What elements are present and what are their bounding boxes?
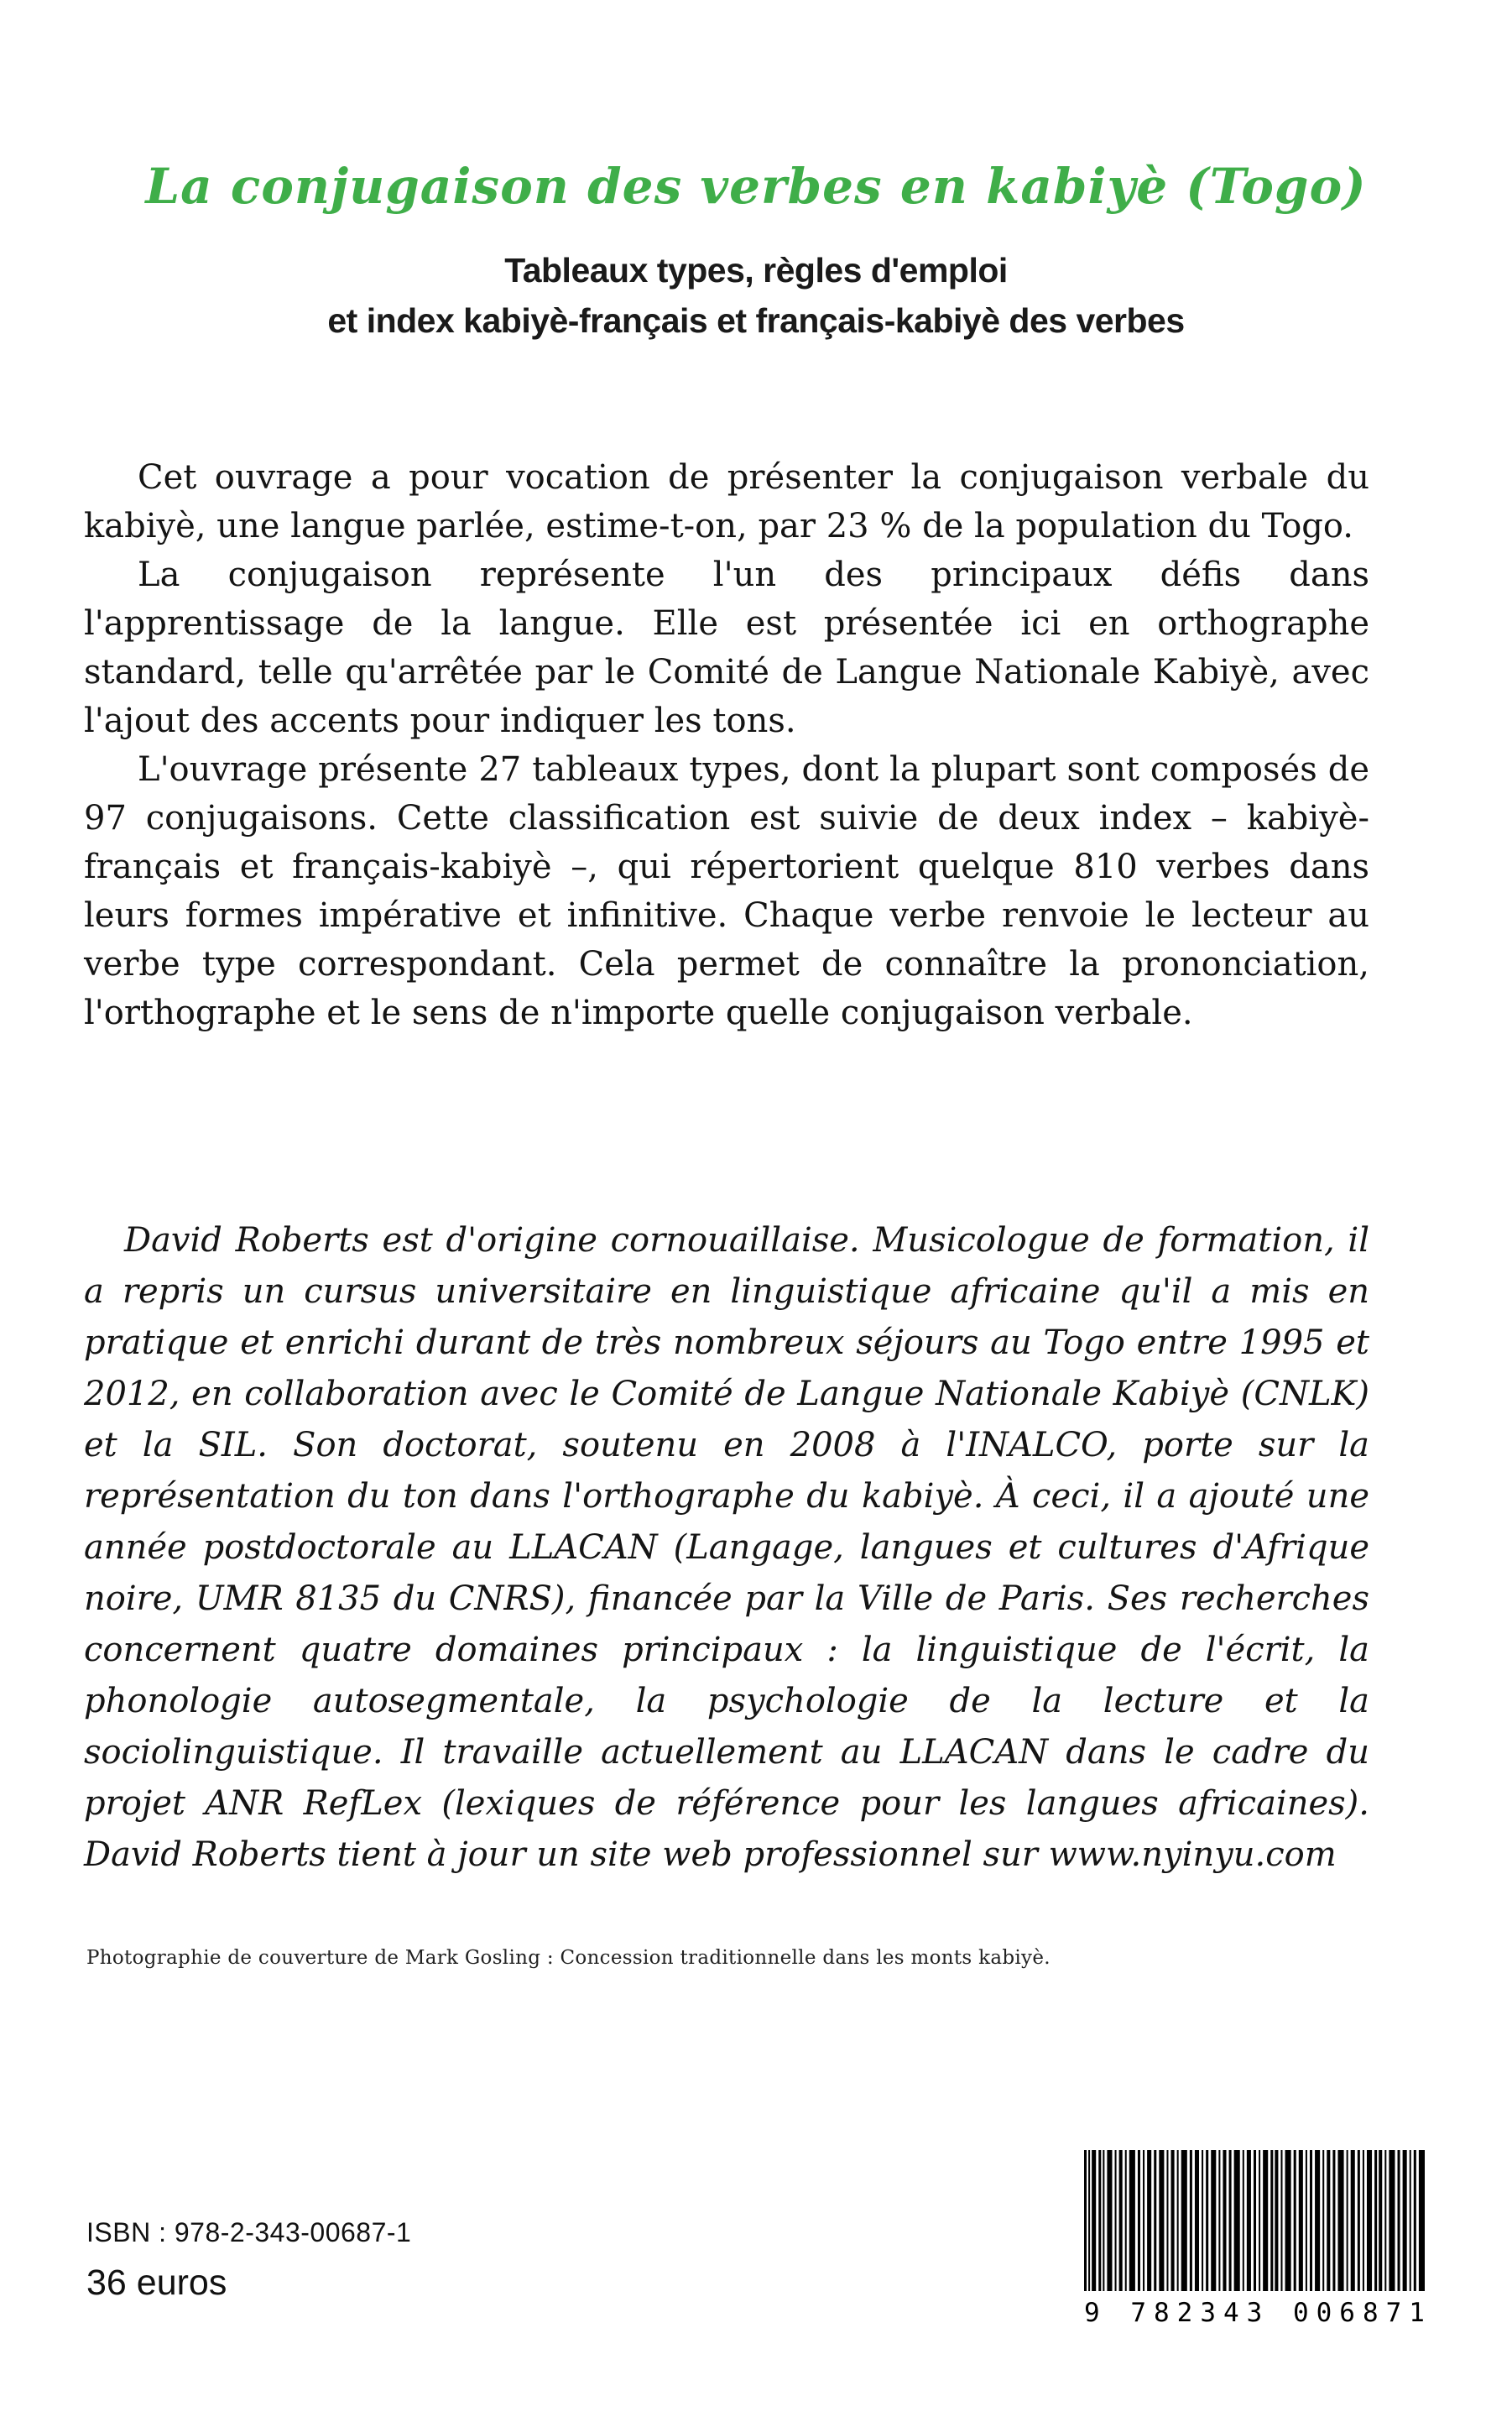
barcode-number: 9 782343 006871 xyxy=(1084,2298,1432,2328)
isbn-text: ISBN : 978-2-343-00687-1 xyxy=(86,2217,412,2247)
photo-credit: Photographie de couverture de Mark Gosling : Concession traditionnelle dans les monts kabiyè. xyxy=(86,1947,1051,1969)
book-subtitle xyxy=(0,245,1512,346)
price-text: 36 euros xyxy=(86,2263,227,2303)
book-title: La conjugaison des verbes en kabiyè (Togo) xyxy=(145,158,1367,215)
barcode-bars-icon xyxy=(1084,2150,1425,2291)
barcode xyxy=(1084,2150,1432,2333)
author-bio-paragraph: David Roberts est d'origine cornouaillaise. Musicologue de formation, il a repris un cursus universitaire en linguistique africaine qu'il a mis en pratique et enrichi durant de très nombreux séjours au Togo entre 1995 et 2012, en collaboration avec le Comité de Langue Nationale Kabiyè (CNLK) et la SIL. Son doctorat, soutenu en 2008 à l'INALCO, porte sur la représentation du ton dans l'orthographe du kabiyè. À ceci, il a ajouté une année postdoctorale au LLACAN (Langage, langues et cultures d'Afrique noire, UMR 8135 du CNRS), financée par la Ville de Paris. Ses recherches concernent quatre domaines principaux : la linguistique de l'écrit, la phonologie autosegmentale, la psychologie de la lecture et la sociolinguistique. Il travaille actuellement au LLACAN dans le cadre du projet ANR RefLex (lexiques de référence pour les langues africaines). David Roberts tient à jour un site web professionnel sur www.nyinyu.com xyxy=(84,1221,1369,1874)
description-paragraph: Cet ouvrage a pour vocation de présenter la conjugaison verbale du kabiyè, une langue parlée, estime-t-on, par 23 % de la population du Togo. xyxy=(84,458,1369,545)
description-paragraph: L'ouvrage présente 27 tableaux types, dont la plupart sont composés de 97 conjugaisons. Cette classification est suivie de deux index – kabiyè-français et français-kabiyè –, qui répertorient quelque 810 verbes dans leurs formes impérative et infinitive. Chaque verbe renvoie le lecteur au verbe type correspondant. Cela permet de connaître la prononciation, l'orthographe et le sens de n'importe quelle conjugaison verbale. xyxy=(84,750,1369,1032)
subtitle-line-2: et index kabiyè-français et français-kabiyè des verbes xyxy=(327,301,1185,340)
description xyxy=(84,453,1369,1037)
subtitle-line-1: Tableaux types, règles d'emploi xyxy=(504,251,1008,290)
description-paragraph: La conjugaison représente l'un des principaux défis dans l'apprentissage de la langue. Elle est présentée ici en orthographe standard, telle qu'arrêtée par le Comité de Langue Nationale Kabiyè, avec l'ajout des accents pour indiquer les tons. xyxy=(84,556,1369,740)
author-bio xyxy=(84,1215,1369,1881)
